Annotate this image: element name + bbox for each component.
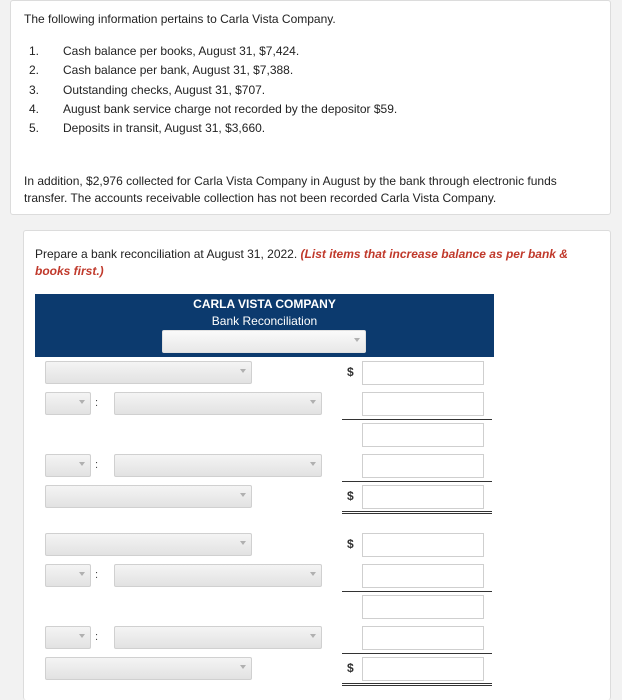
underline-rule: [342, 591, 492, 592]
dollar-sign: $: [347, 661, 354, 675]
line-item-select[interactable]: [114, 626, 322, 649]
chevron-down-icon: [310, 400, 316, 404]
chevron-down-icon: [79, 462, 85, 466]
amount-input[interactable]: [362, 657, 484, 681]
chevron-down-icon: [354, 338, 360, 342]
dollar-sign: $: [347, 489, 354, 503]
amount-input[interactable]: [362, 361, 484, 385]
task-hint: (List items that increase balance as per bank & books first.): [35, 247, 568, 278]
colon-separator: :: [95, 397, 99, 409]
dollar-sign: $: [347, 365, 354, 379]
line-item-select[interactable]: [114, 454, 322, 477]
amount-input[interactable]: [362, 626, 484, 650]
amount-input[interactable]: [362, 595, 484, 619]
amount-input[interactable]: [362, 485, 484, 509]
underline-rule: [342, 481, 492, 482]
additional-info: In addition, $2,976 collected for Carla Vista Company in August by the bank through electronic funds transfer. The accounts receivable collection has not been recorded Carla Vista Company.: [24, 174, 557, 205]
problem-intro: The following information pertains to Carla Vista Company.: [24, 12, 336, 26]
chevron-down-icon: [310, 462, 316, 466]
underline-rule: [342, 419, 492, 420]
amount-input[interactable]: [362, 454, 484, 478]
task-instruction: Prepare a bank reconciliation at August 31, 2022.: [35, 247, 298, 261]
line-item-select[interactable]: [45, 657, 252, 680]
list-text: August bank service charge not recorded by the depositor $59.: [63, 101, 398, 116]
chevron-down-icon: [240, 541, 246, 545]
list-number: 4.: [28, 101, 39, 116]
add-less-select[interactable]: [45, 564, 91, 587]
chevron-down-icon: [79, 634, 85, 638]
line-item-select[interactable]: [114, 392, 322, 415]
list-number: 5.: [28, 121, 39, 136]
company-name: CARLA VISTA COMPANY: [193, 297, 336, 311]
line-item-select[interactable]: [114, 564, 322, 587]
chevron-down-icon: [240, 665, 246, 669]
line-item-select[interactable]: [45, 361, 252, 384]
line-item-select[interactable]: [45, 485, 252, 508]
chevron-down-icon: [310, 634, 316, 638]
chevron-down-icon: [79, 572, 85, 576]
double-underline-rule: [342, 683, 492, 686]
problem-info-panel: [10, 0, 611, 215]
task-prompt: [35, 246, 600, 280]
dollar-sign: $: [347, 537, 354, 551]
chevron-down-icon: [310, 572, 316, 576]
statement-title: Bank Reconciliation: [211, 314, 318, 328]
list-text: Deposits in transit, August 31, $3,660.: [63, 121, 266, 136]
add-less-select[interactable]: [45, 392, 91, 415]
double-underline-rule: [342, 511, 492, 514]
list-text: Cash balance per bank, August 31, $7,388.: [63, 63, 294, 78]
amount-input[interactable]: [362, 423, 484, 447]
list-number: 3.: [28, 82, 39, 97]
amount-input[interactable]: [362, 564, 484, 588]
colon-separator: :: [95, 459, 99, 471]
amount-input[interactable]: [362, 392, 484, 416]
add-less-select[interactable]: [45, 454, 91, 477]
add-less-select[interactable]: [45, 626, 91, 649]
underline-rule: [342, 653, 492, 654]
date-select[interactable]: [162, 330, 366, 353]
list-number: 2.: [28, 63, 39, 78]
amount-input[interactable]: [362, 533, 484, 557]
line-item-select[interactable]: [45, 533, 252, 556]
colon-separator: :: [95, 569, 99, 581]
list-text: Cash balance per books, August 31, $7,424.: [63, 44, 300, 58]
list-number: 1.: [28, 44, 39, 58]
list-text: Outstanding checks, August 31, $707.: [63, 82, 266, 97]
reconciliation-task-panel: [23, 230, 611, 700]
statement-header: [35, 294, 494, 357]
colon-separator: :: [95, 631, 99, 643]
chevron-down-icon: [79, 400, 85, 404]
chevron-down-icon: [240, 369, 246, 373]
chevron-down-icon: [240, 493, 246, 497]
